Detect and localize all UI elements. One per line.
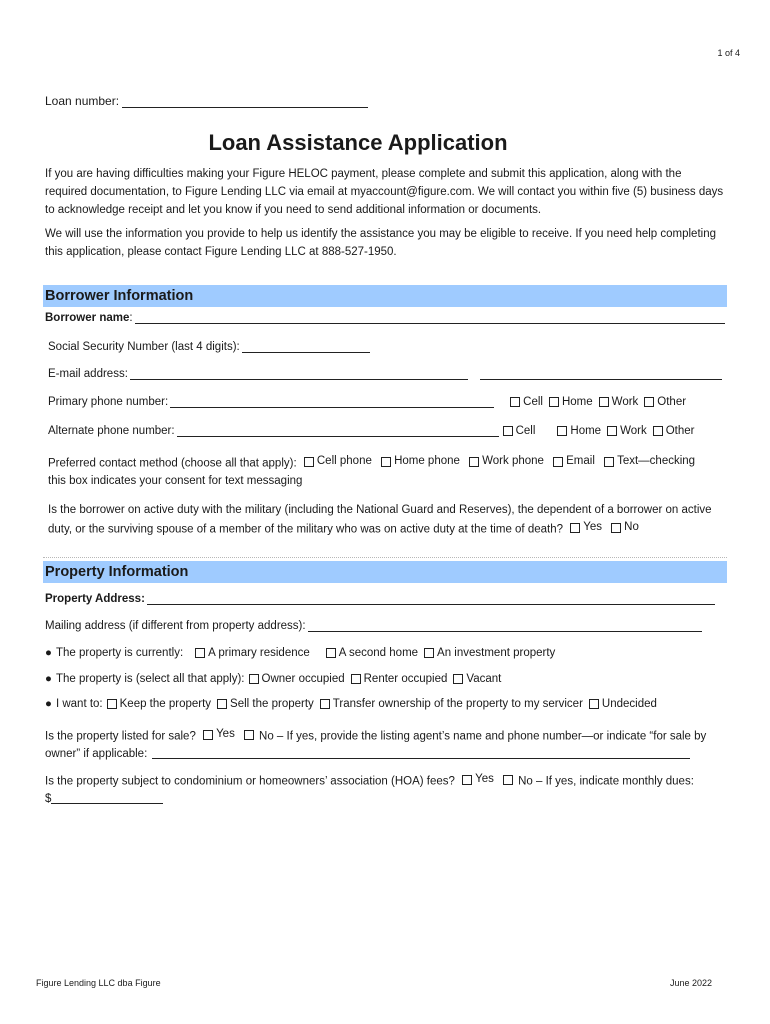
section-divider xyxy=(43,557,727,558)
checkbox[interactable] xyxy=(604,457,614,467)
sell-property-option[interactable] xyxy=(213,698,314,710)
borrower-name-field[interactable] xyxy=(135,312,725,324)
alternate-phone-row xyxy=(48,425,696,437)
primary-residence-option[interactable] xyxy=(191,647,310,659)
property-is-label: The property is (select all that apply): xyxy=(55,673,245,685)
option-label: An investment property xyxy=(437,647,556,659)
loan-number-field[interactable] xyxy=(122,95,368,108)
option-label: Work xyxy=(611,396,639,408)
checkbox[interactable] xyxy=(244,730,254,740)
footer-date: June 2022 xyxy=(669,978,712,988)
intro-paragraph-2 xyxy=(45,225,725,261)
sale-no-option[interactable] xyxy=(240,730,257,740)
text-consent-note: this box indicates your consent for text messaging xyxy=(48,474,303,487)
sale-question-text: Is the property listed for sale? xyxy=(45,730,196,743)
military-question-block xyxy=(48,502,728,539)
property-currently-row xyxy=(45,647,557,659)
primary-phone-label: Primary phone number: xyxy=(48,396,169,408)
page-title: Loan Assistance Application xyxy=(208,130,508,155)
undecided-option[interactable] xyxy=(585,698,657,710)
owner-occupied-option[interactable] xyxy=(245,673,345,685)
alternate-phone-other-option[interactable] xyxy=(649,425,695,437)
option-label: Yes xyxy=(475,773,494,785)
option-label: Sell the property xyxy=(230,698,314,710)
email-field-secondary[interactable] xyxy=(480,368,722,380)
hoa-no-text: No – If yes, indicate monthly dues: xyxy=(518,775,694,788)
loan-number-label: Loan number: xyxy=(45,94,120,108)
mailing-address-label: Mailing address (if different from property address): xyxy=(45,620,306,632)
property-address-field[interactable] xyxy=(147,593,715,605)
preferred-contact-block xyxy=(48,453,728,490)
option-label: Cell phone xyxy=(316,455,372,467)
option-label: Other xyxy=(665,425,695,437)
checkbox[interactable] xyxy=(549,397,559,407)
second-home-option[interactable] xyxy=(322,647,418,659)
preferred-contact-label: Preferred contact method (choose all that apply): xyxy=(48,457,297,470)
page-indicator: 1 of 4 xyxy=(717,48,740,58)
checkbox[interactable] xyxy=(462,775,472,785)
checkbox[interactable] xyxy=(599,397,609,407)
vacant-option[interactable] xyxy=(449,673,501,685)
property-currently-label: The property is currently: xyxy=(55,647,184,659)
keep-property-option[interactable] xyxy=(103,698,211,710)
hoa-no-option[interactable] xyxy=(499,775,516,785)
option-label: Text—checking xyxy=(617,455,696,467)
option-label: Keep the property xyxy=(119,698,212,710)
bullet-icon: ● xyxy=(45,673,52,685)
option-label: Yes xyxy=(216,728,235,740)
alternate-phone-home-option[interactable] xyxy=(553,425,601,437)
option-label: Home xyxy=(570,425,602,437)
option-label: Other xyxy=(657,396,687,408)
alternate-phone-cell-option[interactable] xyxy=(499,425,536,437)
ssn-label: Social Security Number (last 4 digits): xyxy=(48,341,240,353)
email-field[interactable] xyxy=(130,368,468,380)
checkbox[interactable] xyxy=(503,775,513,785)
property-address-row xyxy=(45,593,715,605)
listing-agent-field[interactable] xyxy=(152,747,690,759)
primary-phone-home-option[interactable] xyxy=(545,396,593,408)
hoa-question-text: Is the property subject to condominium or homeowners’ association (HOA) fees? xyxy=(45,775,455,788)
primary-phone-other-option[interactable] xyxy=(640,396,686,408)
checkbox[interactable] xyxy=(469,457,479,467)
option-label: Renter occupied xyxy=(363,673,448,685)
checkbox[interactable] xyxy=(611,523,621,533)
option-label: Home xyxy=(561,396,593,408)
alternate-phone-label: Alternate phone number: xyxy=(48,425,175,437)
preferred-home-phone-option[interactable] xyxy=(377,453,460,470)
bullet-icon: ● xyxy=(45,647,52,659)
property-is-row xyxy=(45,673,503,685)
intro-text-2: We will use the information you provide to help us identify the assistance you may be eligible to receive. If you need help completing this application, please contact Figure Lending LLC at 888-527-1950. xyxy=(45,228,716,258)
preferred-text-option[interactable] xyxy=(600,453,695,470)
option-label: Yes xyxy=(583,521,602,533)
mailing-address-field[interactable] xyxy=(308,620,702,632)
borrower-name-colon: : xyxy=(129,312,133,324)
option-label: No xyxy=(624,521,639,533)
option-label: Vacant xyxy=(466,673,502,685)
checkbox[interactable] xyxy=(453,674,463,684)
borrower-section-heading: Borrower Information xyxy=(43,285,727,307)
option-label: Work xyxy=(620,425,647,437)
option-label: Home phone xyxy=(394,455,460,467)
checkbox[interactable] xyxy=(326,648,336,658)
checkbox[interactable] xyxy=(424,648,434,658)
checkbox[interactable] xyxy=(217,699,227,709)
checkbox[interactable] xyxy=(653,426,663,436)
military-question-text: Is the borrower on active duty with the military (including the National Guard and Reserves), the dependent of a borrower on active duty, or the surviving spouse of a member of the military who was on active duty at the time of death? xyxy=(48,504,712,536)
option-label: Email xyxy=(566,455,595,467)
email-label: E-mail address: xyxy=(48,368,128,380)
option-label: Cell xyxy=(523,396,543,408)
military-no-option[interactable] xyxy=(607,519,639,536)
ssn-row xyxy=(48,341,370,353)
borrower-name-row xyxy=(45,312,725,324)
sale-question-block xyxy=(45,726,725,763)
checkbox[interactable] xyxy=(107,699,117,709)
primary-phone-field[interactable] xyxy=(170,396,494,408)
footer-company: Figure Lending LLC dba Figure xyxy=(36,978,161,988)
primary-phone-cell-option[interactable] xyxy=(506,396,543,408)
sale-yes-option[interactable] xyxy=(199,726,235,743)
investment-property-option[interactable] xyxy=(420,647,555,659)
intent-label: I want to: xyxy=(55,698,103,710)
hoa-yes-option[interactable] xyxy=(458,771,494,788)
checkbox[interactable] xyxy=(570,523,580,533)
bullet-icon: ● xyxy=(45,698,52,710)
option-label: A primary residence xyxy=(208,647,310,659)
checkbox[interactable] xyxy=(304,457,314,467)
checkbox[interactable] xyxy=(510,397,520,407)
option-label: Transfer ownership of the property to my servicer xyxy=(332,698,583,710)
checkbox[interactable] xyxy=(644,397,654,407)
primary-phone-row xyxy=(48,396,688,408)
primary-phone-work-option[interactable] xyxy=(595,396,639,408)
property-section-heading: Property Information xyxy=(43,561,727,583)
option-label: Undecided xyxy=(601,698,657,710)
checkbox[interactable] xyxy=(249,674,259,684)
preferred-cell-phone-option[interactable] xyxy=(300,453,372,470)
sale-no-text: No – If yes, provide the listing agent’s name and phone number—or indicate “for sale by owner” if applicable: xyxy=(45,730,707,760)
option-label: A second home xyxy=(338,647,419,659)
alternate-phone-field[interactable] xyxy=(177,425,499,437)
dollar-sign: $ xyxy=(45,792,52,805)
checkbox[interactable] xyxy=(553,457,563,467)
email-row xyxy=(48,368,722,380)
mailing-address-row xyxy=(45,620,702,632)
ssn-field[interactable] xyxy=(242,341,370,353)
monthly-dues-field[interactable] xyxy=(51,792,163,804)
preferred-email-option[interactable] xyxy=(549,453,595,470)
checkbox[interactable] xyxy=(607,426,617,436)
option-label: Work phone xyxy=(482,455,544,467)
checkbox[interactable] xyxy=(589,699,599,709)
loan-number-row xyxy=(45,94,368,108)
borrower-name-label: Borrower name xyxy=(45,312,130,324)
intro-text-1: If you are having difficulties making your Figure HELOC payment, please complete and submit this application, along with the required documentation, to Figure Lending LLC via email at myaccount@figure.com. We will contact you within five (5) business days to acknowledge receipt and let you know if you need to send additional information or documents. xyxy=(45,168,724,216)
checkbox[interactable] xyxy=(381,457,391,467)
military-yes-option[interactable] xyxy=(566,519,602,536)
checkbox[interactable] xyxy=(203,730,213,740)
preferred-work-phone-option[interactable] xyxy=(465,453,544,470)
alternate-phone-work-option[interactable] xyxy=(603,425,647,437)
transfer-ownership-option[interactable] xyxy=(316,698,583,710)
option-label: Owner occupied xyxy=(261,673,345,685)
checkbox[interactable] xyxy=(503,426,513,436)
checkbox[interactable] xyxy=(195,648,205,658)
intro-paragraph-1 xyxy=(45,165,725,219)
intent-row xyxy=(45,698,659,710)
checkbox[interactable] xyxy=(320,699,330,709)
checkbox[interactable] xyxy=(557,426,567,436)
option-label: Cell xyxy=(515,425,536,437)
property-address-label: Property Address: xyxy=(45,593,145,605)
renter-occupied-option[interactable] xyxy=(347,673,448,685)
checkbox[interactable] xyxy=(351,674,361,684)
hoa-question-block xyxy=(45,771,735,808)
